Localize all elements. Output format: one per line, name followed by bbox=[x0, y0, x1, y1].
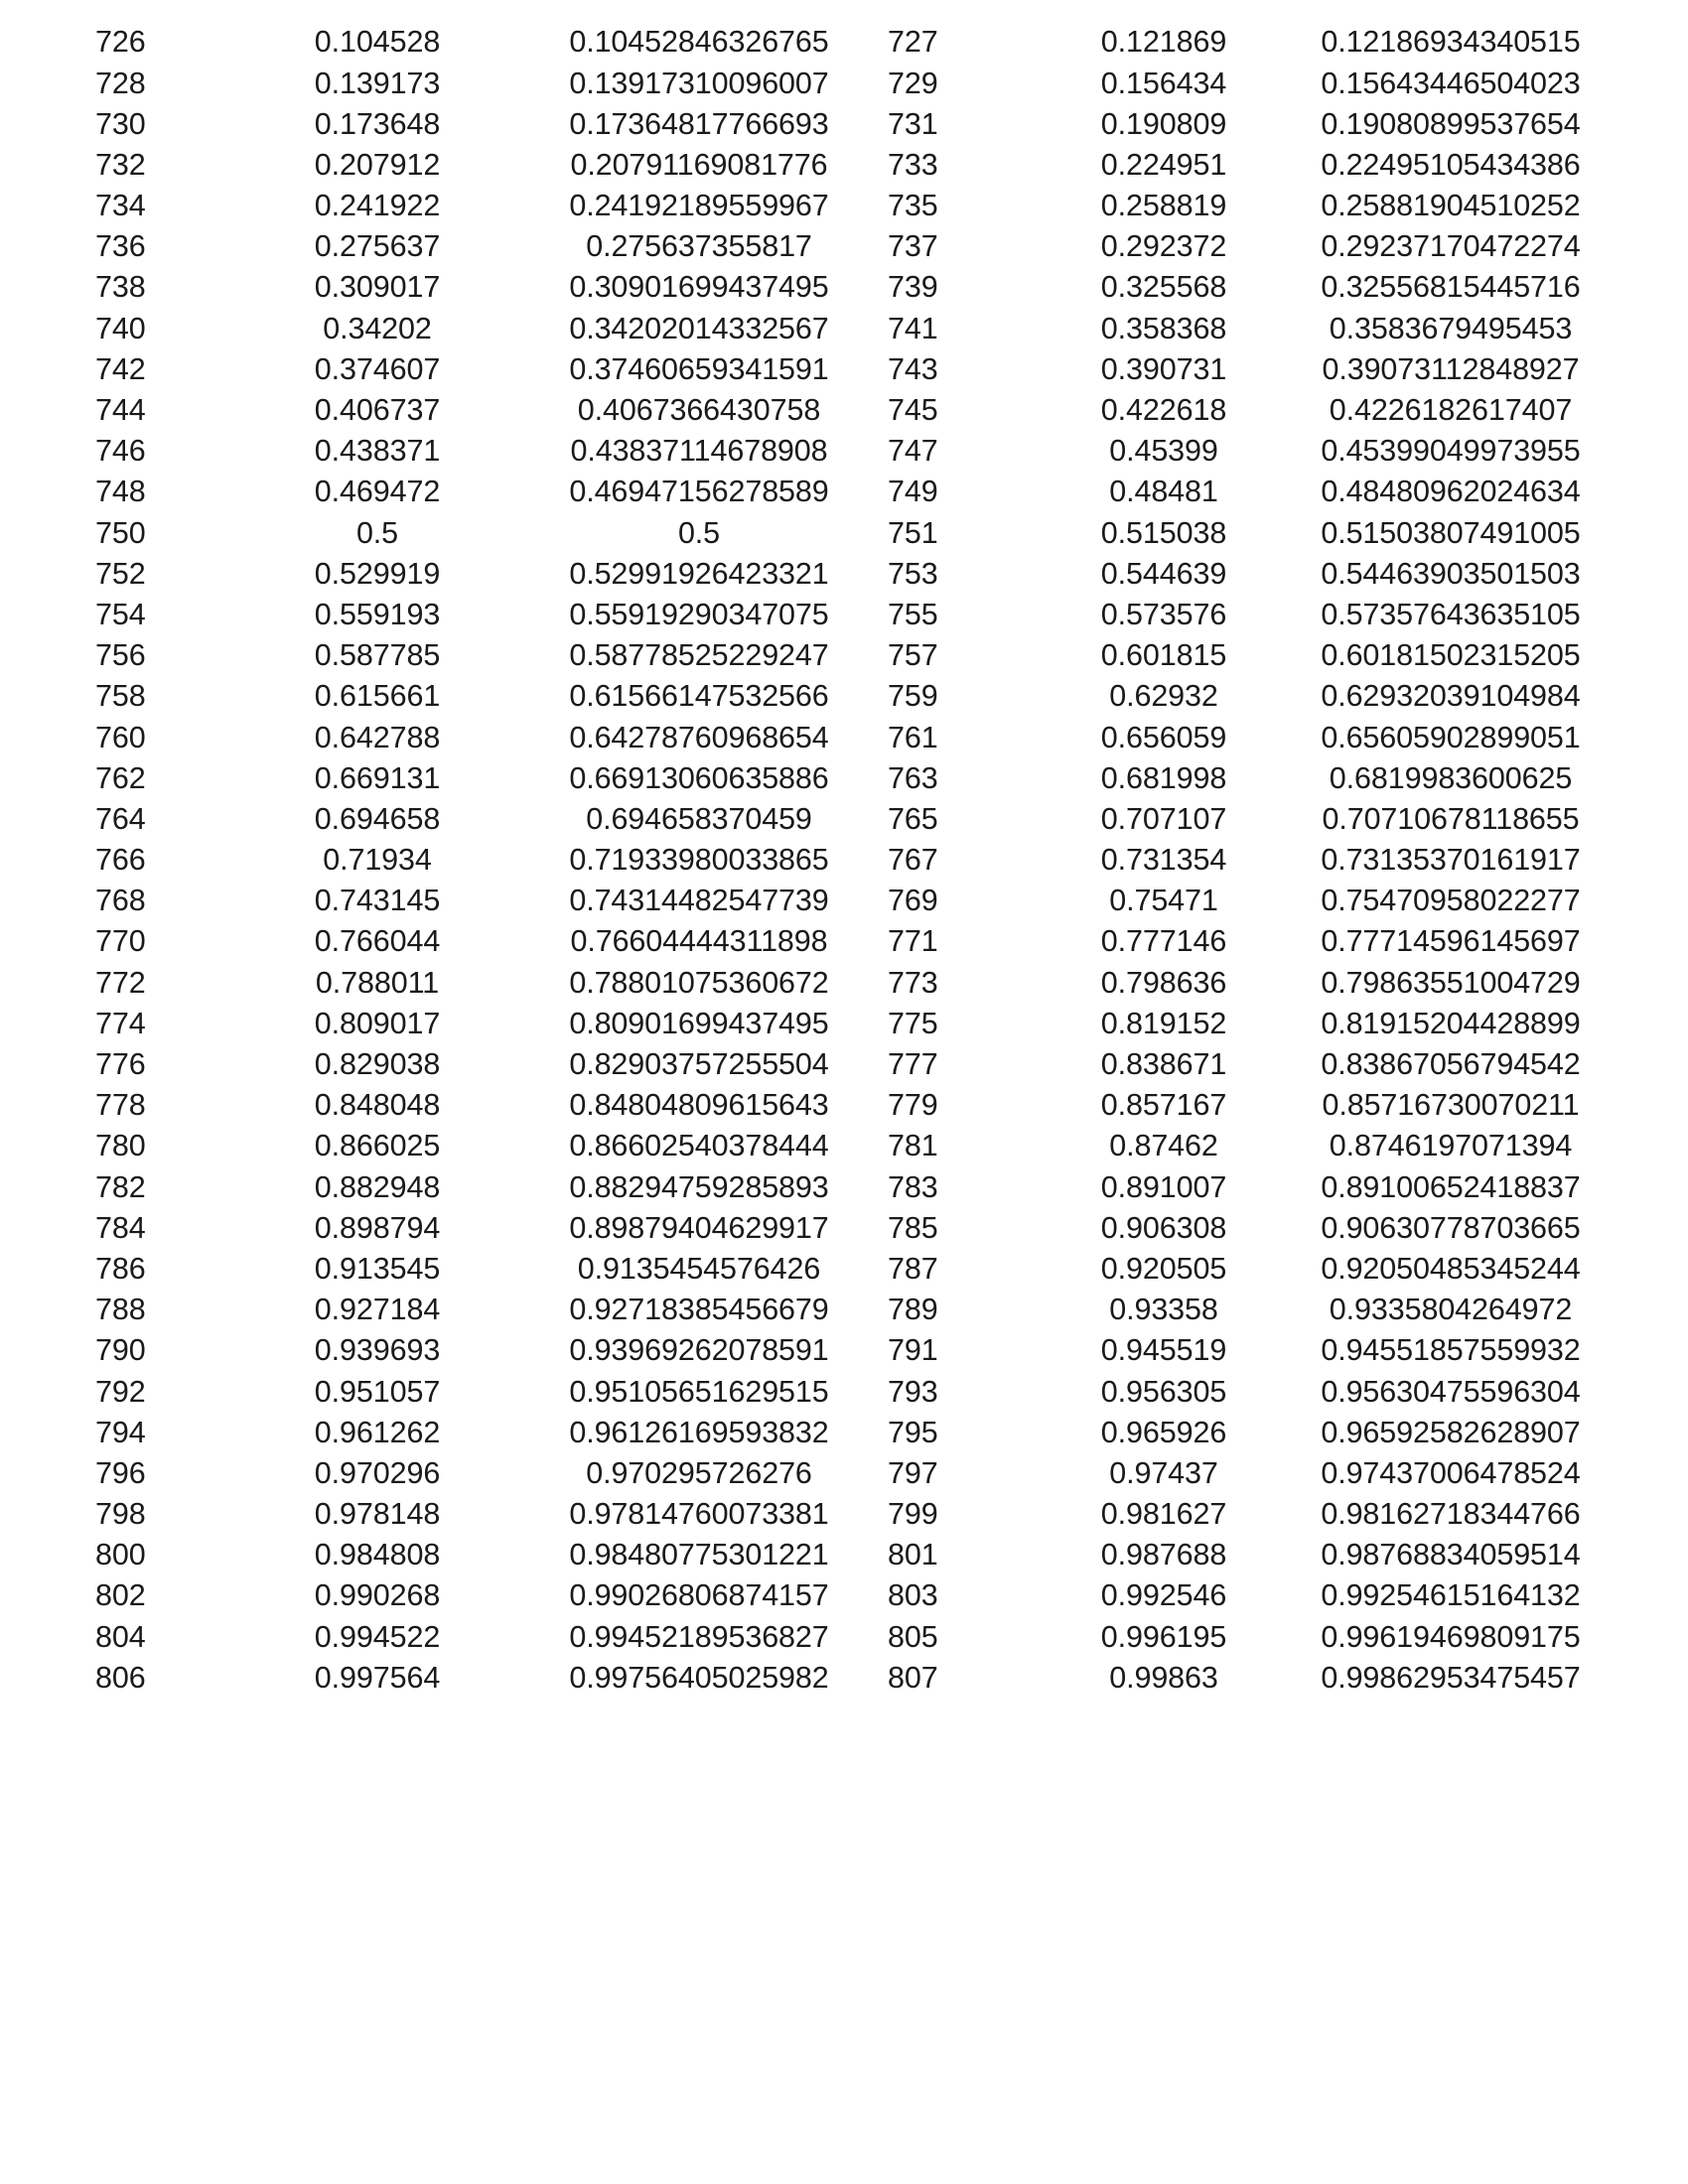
cell-full-b: 0.54463903501503 bbox=[1321, 556, 1581, 591]
cell-full-b: 0.65605902899051 bbox=[1321, 720, 1581, 754]
cell-index-a: 752 bbox=[95, 556, 146, 591]
cell-rounded-b: 0.325568 bbox=[1100, 270, 1227, 305]
cell-rounded-a: 0.927184 bbox=[314, 1293, 441, 1327]
cell-index-a: 742 bbox=[95, 351, 146, 386]
cell-full-b: 0.85716730070211 bbox=[1322, 1088, 1580, 1123]
table-row bbox=[95, 1575, 1611, 1616]
cell-rounded-a: 0.438371 bbox=[314, 434, 441, 469]
cell-full-a: 0.17364817766693 bbox=[569, 106, 829, 141]
cell-rounded-a: 0.406737 bbox=[314, 393, 441, 428]
cell-full-a: 0.76604444311898 bbox=[570, 924, 828, 959]
cell-full-b: 0.96592582628907 bbox=[1321, 1415, 1581, 1449]
table-row bbox=[95, 757, 1611, 798]
cell-full-b: 0.22495105434386 bbox=[1321, 147, 1581, 182]
cell-full-a: 0.970295726276 bbox=[586, 1455, 812, 1490]
table-row bbox=[95, 962, 1611, 1003]
cell-full-a: 0.82903757255504 bbox=[569, 1047, 829, 1082]
cell-index-b: 727 bbox=[888, 25, 938, 60]
table-row bbox=[95, 1126, 1611, 1166]
cell-index-b: 743 bbox=[888, 351, 938, 386]
cell-index-b: 791 bbox=[888, 1333, 938, 1368]
cell-rounded-b: 0.48481 bbox=[1109, 475, 1218, 509]
cell-full-b: 0.48480962024634 bbox=[1321, 475, 1581, 509]
cell-rounded-a: 0.978148 bbox=[314, 1497, 441, 1532]
cell-rounded-b: 0.656059 bbox=[1100, 720, 1227, 754]
cell-rounded-a: 0.173648 bbox=[314, 106, 441, 141]
cell-rounded-b: 0.190809 bbox=[1100, 106, 1227, 141]
table-row bbox=[95, 186, 1611, 226]
cell-rounded-a: 0.743145 bbox=[314, 884, 441, 918]
table-row bbox=[95, 1535, 1611, 1575]
table-row bbox=[95, 1371, 1611, 1412]
table-row bbox=[95, 1044, 1611, 1085]
table-row bbox=[95, 1004, 1611, 1044]
cell-full-a: 0.98480775301221 bbox=[569, 1538, 829, 1572]
cell-full-b: 0.8746197071394 bbox=[1329, 1129, 1573, 1163]
cell-index-a: 736 bbox=[95, 229, 146, 264]
cell-rounded-b: 0.99863 bbox=[1109, 1660, 1218, 1695]
cell-full-b: 0.3583679495453 bbox=[1329, 311, 1573, 345]
cell-full-a: 0.89879404629917 bbox=[569, 1210, 829, 1245]
table-row bbox=[95, 1085, 1611, 1126]
cell-rounded-a: 0.207912 bbox=[314, 147, 441, 182]
cell-index-a: 802 bbox=[95, 1578, 146, 1613]
cell-rounded-a: 0.788011 bbox=[315, 965, 440, 1000]
cell-rounded-a: 0.951057 bbox=[314, 1374, 441, 1409]
table-row bbox=[95, 390, 1611, 431]
table-row bbox=[95, 145, 1611, 186]
cell-full-b: 0.79863551004729 bbox=[1321, 965, 1581, 1000]
cell-index-a: 776 bbox=[95, 1047, 146, 1082]
cell-full-b: 0.12186934340515 bbox=[1321, 25, 1581, 60]
cell-index-b: 753 bbox=[888, 556, 938, 591]
cell-index-b: 777 bbox=[888, 1047, 938, 1082]
table-row bbox=[95, 1494, 1611, 1535]
cell-index-a: 786 bbox=[95, 1251, 146, 1286]
table-row bbox=[95, 1166, 1611, 1207]
cell-index-a: 758 bbox=[95, 679, 146, 714]
cell-rounded-b: 0.798636 bbox=[1100, 965, 1227, 1000]
cell-full-a: 0.20791169081776 bbox=[570, 147, 828, 182]
table-row bbox=[95, 595, 1611, 635]
cell-index-b: 735 bbox=[888, 189, 938, 223]
cell-index-b: 755 bbox=[888, 597, 938, 631]
cell-index-b: 771 bbox=[888, 924, 938, 959]
cell-index-b: 739 bbox=[888, 270, 938, 305]
cell-full-a: 0.5 bbox=[677, 515, 721, 550]
cell-index-b: 795 bbox=[888, 1415, 938, 1449]
cell-index-a: 790 bbox=[95, 1333, 146, 1368]
cell-full-b: 0.9335804264972 bbox=[1329, 1293, 1573, 1327]
cell-full-a: 0.58778525229247 bbox=[569, 638, 829, 673]
cell-index-b: 769 bbox=[888, 884, 938, 918]
cell-index-b: 805 bbox=[888, 1619, 938, 1654]
cell-full-a: 0.99756405025982 bbox=[569, 1660, 829, 1695]
table-row bbox=[95, 103, 1611, 144]
table-row bbox=[95, 267, 1611, 308]
cell-full-b: 0.89100652418837 bbox=[1321, 1169, 1581, 1204]
table-row bbox=[95, 635, 1611, 676]
cell-index-b: 745 bbox=[888, 393, 938, 428]
cell-index-a: 748 bbox=[95, 475, 146, 509]
table-row bbox=[95, 1658, 1611, 1699]
cell-rounded-b: 0.857167 bbox=[1100, 1088, 1227, 1123]
cell-full-a: 0.64278760968654 bbox=[569, 720, 829, 754]
cell-index-b: 741 bbox=[888, 311, 938, 345]
cell-index-a: 772 bbox=[95, 965, 146, 1000]
table-row bbox=[95, 308, 1611, 348]
cell-full-b: 0.75470958022277 bbox=[1321, 884, 1581, 918]
cell-rounded-b: 0.258819 bbox=[1100, 189, 1227, 223]
cell-index-b: 765 bbox=[888, 801, 938, 836]
numeric-value-table bbox=[95, 22, 1611, 1699]
cell-index-a: 746 bbox=[95, 434, 146, 469]
cell-rounded-a: 0.984808 bbox=[314, 1538, 441, 1572]
table-row bbox=[95, 1290, 1611, 1330]
cell-full-a: 0.78801075360672 bbox=[569, 965, 829, 1000]
cell-rounded-a: 0.615661 bbox=[314, 679, 441, 714]
cell-index-a: 804 bbox=[95, 1619, 146, 1654]
cell-index-a: 756 bbox=[95, 638, 146, 673]
cell-rounded-b: 0.987688 bbox=[1100, 1538, 1227, 1572]
table-row bbox=[95, 717, 1611, 757]
cell-rounded-b: 0.996195 bbox=[1100, 1619, 1227, 1654]
cell-rounded-a: 0.529919 bbox=[314, 556, 441, 591]
cell-rounded-b: 0.62932 bbox=[1109, 679, 1218, 714]
cell-index-b: 751 bbox=[888, 515, 938, 550]
cell-index-a: 798 bbox=[95, 1497, 146, 1532]
cell-full-a: 0.92718385456679 bbox=[569, 1293, 829, 1327]
cell-index-a: 800 bbox=[95, 1538, 146, 1572]
cell-index-b: 749 bbox=[888, 475, 938, 509]
cell-index-b: 759 bbox=[888, 679, 938, 714]
cell-full-b: 0.29237170472274 bbox=[1321, 229, 1581, 264]
cell-full-a: 0.55919290347075 bbox=[569, 597, 829, 631]
cell-full-a: 0.34202014332567 bbox=[569, 311, 829, 345]
cell-full-a: 0.694658370459 bbox=[586, 801, 812, 836]
cell-rounded-b: 0.45399 bbox=[1109, 434, 1218, 469]
cell-full-a: 0.95105651629515 bbox=[569, 1374, 829, 1409]
cell-index-a: 740 bbox=[95, 311, 146, 345]
table-row bbox=[95, 1412, 1611, 1452]
cell-rounded-a: 0.34202 bbox=[323, 311, 432, 345]
table-row bbox=[95, 431, 1611, 472]
cell-rounded-a: 0.669131 bbox=[314, 760, 441, 795]
cell-full-a: 0.71933980033865 bbox=[569, 843, 829, 878]
cell-rounded-b: 0.224951 bbox=[1100, 147, 1227, 182]
cell-index-a: 794 bbox=[95, 1415, 146, 1449]
cell-rounded-a: 0.866025 bbox=[314, 1129, 441, 1163]
cell-full-a: 0.84804809615643 bbox=[569, 1088, 829, 1123]
cell-full-a: 0.10452846326765 bbox=[569, 25, 829, 60]
cell-index-b: 763 bbox=[888, 760, 938, 795]
cell-rounded-a: 0.694658 bbox=[314, 801, 441, 836]
table-row bbox=[95, 553, 1611, 594]
cell-full-b: 0.92050485345244 bbox=[1321, 1251, 1581, 1286]
table-row bbox=[95, 1207, 1611, 1248]
cell-full-a: 0.37460659341591 bbox=[569, 351, 829, 386]
cell-rounded-a: 0.587785 bbox=[314, 638, 441, 673]
cell-index-b: 797 bbox=[888, 1455, 938, 1490]
table-row bbox=[95, 472, 1611, 512]
cell-full-a: 0.66913060635886 bbox=[569, 760, 829, 795]
cell-full-a: 0.9135454576426 bbox=[577, 1251, 821, 1286]
cell-rounded-b: 0.87462 bbox=[1109, 1129, 1218, 1163]
cell-index-b: 773 bbox=[888, 965, 938, 1000]
table-row bbox=[95, 840, 1611, 881]
table-body bbox=[95, 22, 1611, 1699]
cell-full-a: 0.24192189559967 bbox=[569, 189, 829, 223]
cell-full-b: 0.94551857559932 bbox=[1321, 1333, 1581, 1368]
cell-index-a: 766 bbox=[95, 843, 146, 878]
cell-full-b: 0.57357643635105 bbox=[1321, 597, 1581, 631]
cell-full-a: 0.86602540378444 bbox=[569, 1129, 829, 1163]
cell-index-a: 760 bbox=[95, 720, 146, 754]
cell-index-a: 780 bbox=[95, 1129, 146, 1163]
table-row bbox=[95, 881, 1611, 921]
cell-rounded-a: 0.848048 bbox=[314, 1088, 441, 1123]
cell-full-b: 0.77714596145697 bbox=[1321, 924, 1581, 959]
cell-index-b: 767 bbox=[888, 843, 938, 878]
cell-index-b: 803 bbox=[888, 1578, 938, 1613]
cell-full-b: 0.15643446504023 bbox=[1321, 66, 1581, 100]
cell-rounded-b: 0.97437 bbox=[1109, 1455, 1218, 1490]
cell-index-b: 729 bbox=[888, 66, 938, 100]
cell-full-b: 0.51503807491005 bbox=[1321, 515, 1581, 550]
cell-rounded-b: 0.292372 bbox=[1100, 229, 1227, 264]
cell-rounded-a: 0.71934 bbox=[323, 843, 432, 878]
cell-index-b: 785 bbox=[888, 1210, 938, 1245]
cell-full-a: 0.4067366430758 bbox=[577, 393, 821, 428]
cell-index-b: 761 bbox=[888, 720, 938, 754]
cell-index-a: 738 bbox=[95, 270, 146, 305]
cell-rounded-a: 0.809017 bbox=[314, 1006, 441, 1040]
cell-index-b: 779 bbox=[888, 1088, 938, 1123]
cell-full-b: 0.25881904510252 bbox=[1321, 189, 1581, 223]
cell-index-a: 732 bbox=[95, 147, 146, 182]
cell-rounded-b: 0.906308 bbox=[1100, 1210, 1227, 1245]
cell-full-a: 0.43837114678908 bbox=[570, 434, 828, 469]
cell-rounded-a: 0.275637 bbox=[314, 229, 441, 264]
table-row bbox=[95, 676, 1611, 717]
cell-full-b: 0.73135370161917 bbox=[1321, 843, 1581, 878]
cell-full-a: 0.275637355817 bbox=[586, 229, 812, 264]
cell-rounded-b: 0.422618 bbox=[1100, 393, 1227, 428]
cell-rounded-a: 0.104528 bbox=[314, 25, 441, 60]
cell-rounded-b: 0.731354 bbox=[1100, 843, 1227, 878]
cell-rounded-a: 0.374607 bbox=[314, 351, 441, 386]
cell-index-a: 770 bbox=[95, 924, 146, 959]
cell-full-b: 0.39073112848927 bbox=[1322, 351, 1580, 386]
cell-full-b: 0.98768834059514 bbox=[1321, 1538, 1581, 1572]
cell-full-b: 0.70710678118655 bbox=[1322, 801, 1580, 836]
cell-full-a: 0.88294759285893 bbox=[569, 1169, 829, 1204]
cell-index-b: 781 bbox=[888, 1129, 938, 1163]
cell-rounded-b: 0.777146 bbox=[1100, 924, 1227, 959]
cell-full-b: 0.45399049973955 bbox=[1321, 434, 1581, 469]
cell-rounded-b: 0.956305 bbox=[1100, 1374, 1227, 1409]
cell-full-a: 0.61566147532566 bbox=[569, 679, 829, 714]
cell-rounded-a: 0.939693 bbox=[314, 1333, 441, 1368]
cell-rounded-b: 0.945519 bbox=[1100, 1333, 1227, 1368]
cell-full-a: 0.99026806874157 bbox=[569, 1578, 829, 1613]
cell-rounded-a: 0.766044 bbox=[314, 924, 441, 959]
cell-index-a: 762 bbox=[95, 760, 146, 795]
cell-full-b: 0.98162718344766 bbox=[1321, 1497, 1581, 1532]
cell-rounded-a: 0.994522 bbox=[314, 1619, 441, 1654]
cell-full-b: 0.60181502315205 bbox=[1321, 638, 1581, 673]
cell-rounded-a: 0.309017 bbox=[314, 270, 441, 305]
cell-rounded-a: 0.997564 bbox=[314, 1660, 441, 1695]
cell-rounded-b: 0.838671 bbox=[1100, 1047, 1227, 1082]
cell-index-b: 801 bbox=[888, 1538, 938, 1572]
cell-rounded-b: 0.681998 bbox=[1100, 760, 1227, 795]
cell-index-b: 731 bbox=[888, 106, 938, 141]
cell-rounded-a: 0.961262 bbox=[314, 1415, 441, 1449]
cell-full-b: 0.99619469809175 bbox=[1321, 1619, 1581, 1654]
cell-index-a: 784 bbox=[95, 1210, 146, 1245]
table-row bbox=[95, 1453, 1611, 1494]
cell-full-b: 0.4226182617407 bbox=[1329, 393, 1573, 428]
cell-rounded-a: 0.642788 bbox=[314, 720, 441, 754]
cell-rounded-b: 0.992546 bbox=[1100, 1578, 1227, 1613]
cell-rounded-b: 0.819152 bbox=[1100, 1006, 1227, 1040]
table-row bbox=[95, 63, 1611, 103]
cell-index-b: 783 bbox=[888, 1169, 938, 1204]
cell-full-b: 0.81915204428899 bbox=[1321, 1006, 1581, 1040]
table-row bbox=[95, 226, 1611, 267]
cell-index-a: 744 bbox=[95, 393, 146, 428]
cell-rounded-a: 0.990268 bbox=[314, 1578, 441, 1613]
table-row bbox=[95, 22, 1611, 63]
cell-full-b: 0.6819983600625 bbox=[1329, 760, 1573, 795]
cell-rounded-a: 0.469472 bbox=[314, 475, 441, 509]
table-row bbox=[95, 921, 1611, 962]
cell-rounded-b: 0.707107 bbox=[1100, 801, 1227, 836]
cell-full-b: 0.97437006478524 bbox=[1321, 1455, 1581, 1490]
cell-index-a: 782 bbox=[95, 1169, 146, 1204]
cell-index-a: 768 bbox=[95, 884, 146, 918]
cell-rounded-a: 0.559193 bbox=[314, 597, 441, 631]
cell-full-a: 0.80901699437495 bbox=[569, 1006, 829, 1040]
cell-index-a: 734 bbox=[95, 189, 146, 223]
cell-rounded-b: 0.121869 bbox=[1100, 25, 1227, 60]
cell-index-a: 754 bbox=[95, 597, 146, 631]
cell-index-b: 789 bbox=[888, 1293, 938, 1327]
cell-rounded-b: 0.981627 bbox=[1100, 1497, 1227, 1532]
cell-full-a: 0.96126169593832 bbox=[569, 1415, 829, 1449]
table-row bbox=[95, 1249, 1611, 1290]
cell-rounded-a: 0.898794 bbox=[314, 1210, 441, 1245]
cell-index-b: 799 bbox=[888, 1497, 938, 1532]
cell-rounded-b: 0.573576 bbox=[1100, 597, 1227, 631]
cell-rounded-b: 0.515038 bbox=[1100, 515, 1227, 550]
cell-rounded-a: 0.139173 bbox=[314, 66, 441, 100]
cell-rounded-a: 0.913545 bbox=[314, 1251, 441, 1286]
cell-full-a: 0.93969262078591 bbox=[569, 1333, 829, 1368]
cell-rounded-b: 0.75471 bbox=[1109, 884, 1218, 918]
cell-index-a: 788 bbox=[95, 1293, 146, 1327]
cell-full-a: 0.52991926423321 bbox=[569, 556, 829, 591]
cell-index-a: 806 bbox=[95, 1660, 146, 1695]
cell-full-b: 0.99862953475457 bbox=[1321, 1660, 1581, 1695]
cell-full-a: 0.99452189536827 bbox=[569, 1619, 829, 1654]
table-row bbox=[95, 799, 1611, 840]
table-row bbox=[95, 349, 1611, 390]
cell-full-b: 0.95630475596304 bbox=[1321, 1374, 1581, 1409]
cell-index-a: 750 bbox=[95, 515, 146, 550]
cell-rounded-b: 0.920505 bbox=[1100, 1251, 1227, 1286]
cell-index-b: 733 bbox=[888, 147, 938, 182]
cell-index-a: 778 bbox=[95, 1088, 146, 1123]
cell-index-a: 796 bbox=[95, 1455, 146, 1490]
cell-full-b: 0.83867056794542 bbox=[1321, 1047, 1581, 1082]
cell-rounded-a: 0.970296 bbox=[314, 1455, 441, 1490]
cell-index-b: 807 bbox=[888, 1660, 938, 1695]
cell-index-a: 726 bbox=[95, 25, 146, 60]
cell-index-b: 757 bbox=[888, 638, 938, 673]
cell-rounded-a: 0.829038 bbox=[314, 1047, 441, 1082]
cell-rounded-b: 0.156434 bbox=[1100, 66, 1227, 100]
cell-index-a: 792 bbox=[95, 1374, 146, 1409]
cell-rounded-b: 0.93358 bbox=[1109, 1293, 1218, 1327]
cell-rounded-a: 0.5 bbox=[355, 515, 399, 550]
cell-full-a: 0.30901699437495 bbox=[569, 270, 829, 305]
cell-index-a: 730 bbox=[95, 106, 146, 141]
cell-index-a: 728 bbox=[95, 66, 146, 100]
cell-index-a: 774 bbox=[95, 1006, 146, 1040]
cell-index-b: 737 bbox=[888, 229, 938, 264]
cell-full-b: 0.99254615164132 bbox=[1321, 1578, 1581, 1613]
cell-index-b: 747 bbox=[888, 434, 938, 469]
cell-full-a: 0.97814760073381 bbox=[569, 1497, 829, 1532]
cell-rounded-b: 0.544639 bbox=[1100, 556, 1227, 591]
cell-index-b: 775 bbox=[888, 1006, 938, 1040]
cell-index-a: 764 bbox=[95, 801, 146, 836]
cell-full-b: 0.90630778703665 bbox=[1321, 1210, 1581, 1245]
cell-index-b: 787 bbox=[888, 1251, 938, 1286]
cell-index-b: 793 bbox=[888, 1374, 938, 1409]
cell-rounded-b: 0.891007 bbox=[1100, 1169, 1227, 1204]
cell-rounded-b: 0.601815 bbox=[1100, 638, 1227, 673]
cell-full-a: 0.13917310096007 bbox=[569, 66, 829, 100]
cell-full-b: 0.19080899537654 bbox=[1321, 106, 1581, 141]
cell-full-b: 0.62932039104984 bbox=[1321, 679, 1581, 714]
cell-rounded-b: 0.965926 bbox=[1100, 1415, 1227, 1449]
cell-rounded-b: 0.358368 bbox=[1100, 311, 1227, 345]
table-row bbox=[95, 1330, 1611, 1371]
table-row bbox=[95, 512, 1611, 553]
cell-rounded-b: 0.390731 bbox=[1100, 351, 1227, 386]
cell-rounded-a: 0.882948 bbox=[314, 1169, 441, 1204]
table-row bbox=[95, 1616, 1611, 1657]
cell-full-a: 0.46947156278589 bbox=[569, 475, 829, 509]
cell-rounded-a: 0.241922 bbox=[314, 189, 441, 223]
cell-full-b: 0.32556815445716 bbox=[1321, 270, 1581, 305]
cell-full-a: 0.74314482547739 bbox=[569, 884, 829, 918]
